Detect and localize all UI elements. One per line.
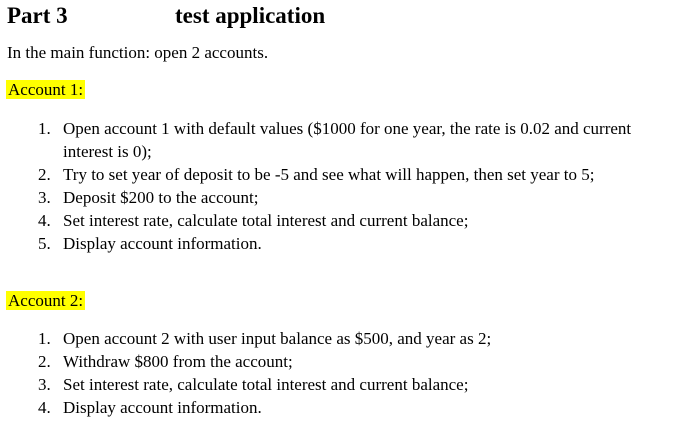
account-1-heading [6,80,85,100]
account-2-heading-label: Account 2: [8,291,84,310]
list-item-text: Open account 1 with default values ($1000 for one year, the rate is 0.02 and current [63,119,632,138]
list-item-number: 1. [38,119,51,138]
intro-text: In the main function: open 2 accounts. [7,43,269,62]
list-item-number: 4. [38,398,51,417]
list-item-text: Try to set year of deposit to be -5 and see what will happen, then set year to 5; [63,165,595,184]
list-item [0,327,698,350]
list-item [0,163,698,186]
part-title: Part 3 [7,3,68,28]
account-1-heading-label: Account 1: [8,80,84,99]
list-item-text-continued: interest is 0); [63,142,152,161]
list-item [0,373,698,396]
list-item-text: Display account information. [63,234,262,253]
list-item-number: 1. [38,329,51,348]
list-item [0,209,698,232]
account-2-heading [6,291,85,311]
account-1-steps [0,117,698,255]
list-item-text: Open account 2 with user input balance as $500, and year as 2; [63,329,492,348]
list-item-number: 3. [38,188,51,207]
section-title: test application [175,3,326,28]
list-item [0,350,698,373]
list-item [0,396,698,419]
list-item-text: Set interest rate, calculate total interest and current balance; [63,375,469,394]
list-item [0,117,698,163]
list-item-text: Withdraw $800 from the account; [63,352,293,371]
list-item-number: 4. [38,211,51,230]
list-item [0,186,698,209]
account-2-steps [0,327,698,419]
list-item-number: 2. [38,352,51,371]
list-item-text: Display account information. [63,398,262,417]
list-item-number: 5. [38,234,51,253]
list-item-number: 2. [38,165,51,184]
list-item-text: Deposit $200 to the account; [63,188,259,207]
list-item [0,232,698,255]
list-item-text: Set interest rate, calculate total interest and current balance; [63,211,469,230]
list-item-number: 3. [38,375,51,394]
